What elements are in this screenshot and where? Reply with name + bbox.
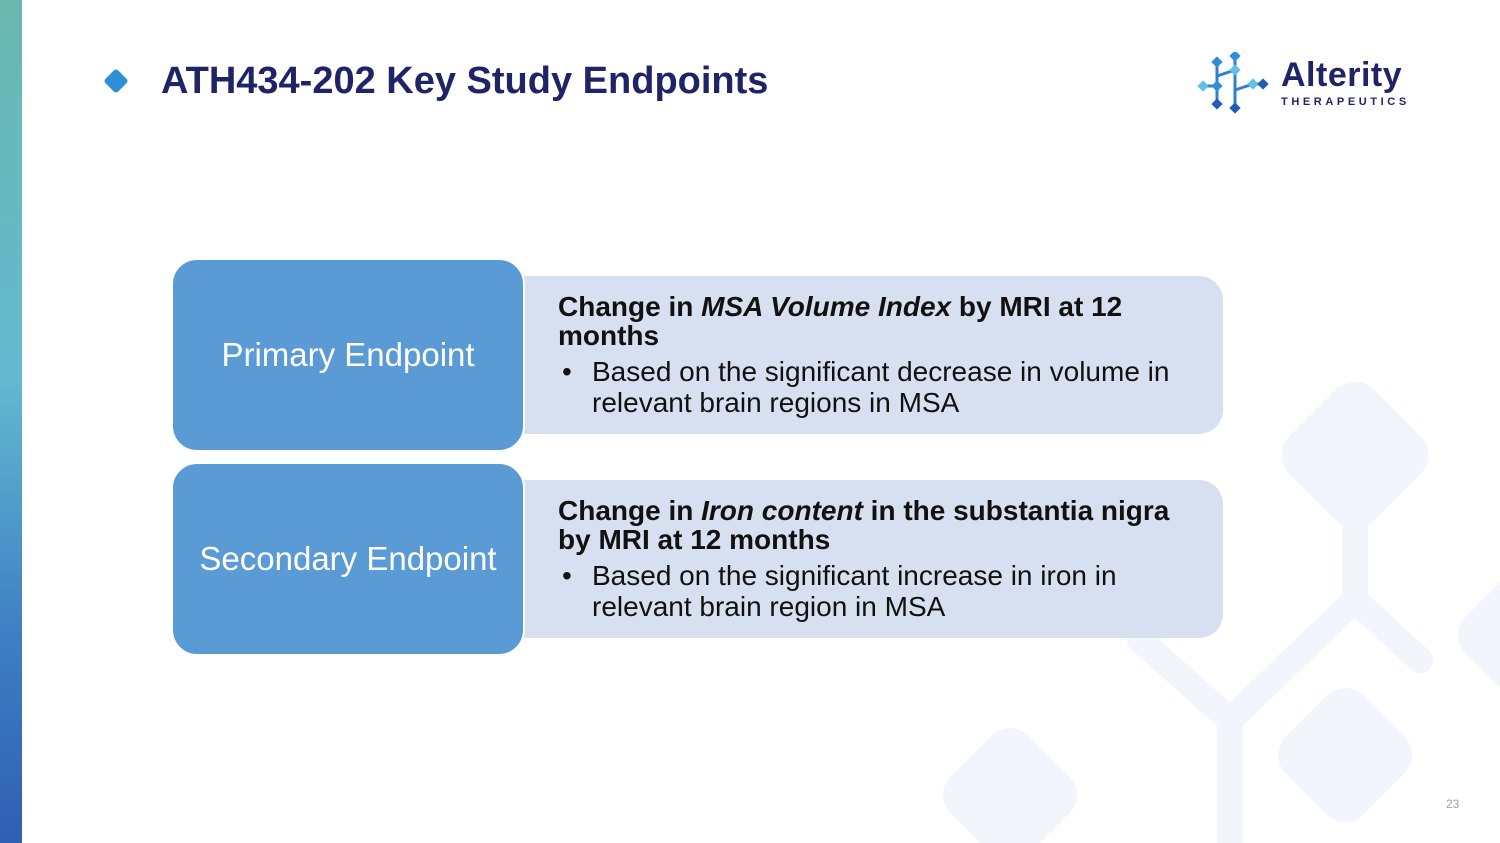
secondary-endpoint-label: Secondary Endpoint [199,540,497,577]
secondary-endpoint-label-box [171,462,525,656]
secondary-endpoint-detail [470,480,1223,638]
diamond-bullet-icon [103,68,128,93]
primary-endpoint-detail [470,276,1223,434]
primary-endpoint-label-box [171,258,525,452]
list-item: • Based on the significant increase in iron in relevant brain region in MSA [558,560,1209,622]
logo-subtitle: THERAPEUTICS [1281,96,1410,108]
company-logo [1193,52,1433,114]
list-item: • Based on the significant decrease in volume in relevant brain regions in MSA [558,356,1209,418]
slide-title: ATH434-202 Key Study Endpoints [161,59,769,102]
primary-endpoint-label: Primary Endpoint [221,336,475,373]
title-row [103,58,768,104]
page-number: 23 [1446,797,1460,811]
primary-endpoint-bullets [558,356,1209,418]
secondary-endpoint-bullets [558,560,1209,622]
primary-endpoint-heading: Change in MSA Volume Index by MRI at 12 months [558,291,1123,351]
logo-molecule-icon [1193,52,1271,114]
secondary-endpoint-heading: Change in Iron content in the substantia nigra by MRI at 12 months [558,495,1170,555]
logo-name: Alterity [1281,56,1403,94]
left-accent-bar [0,0,22,843]
